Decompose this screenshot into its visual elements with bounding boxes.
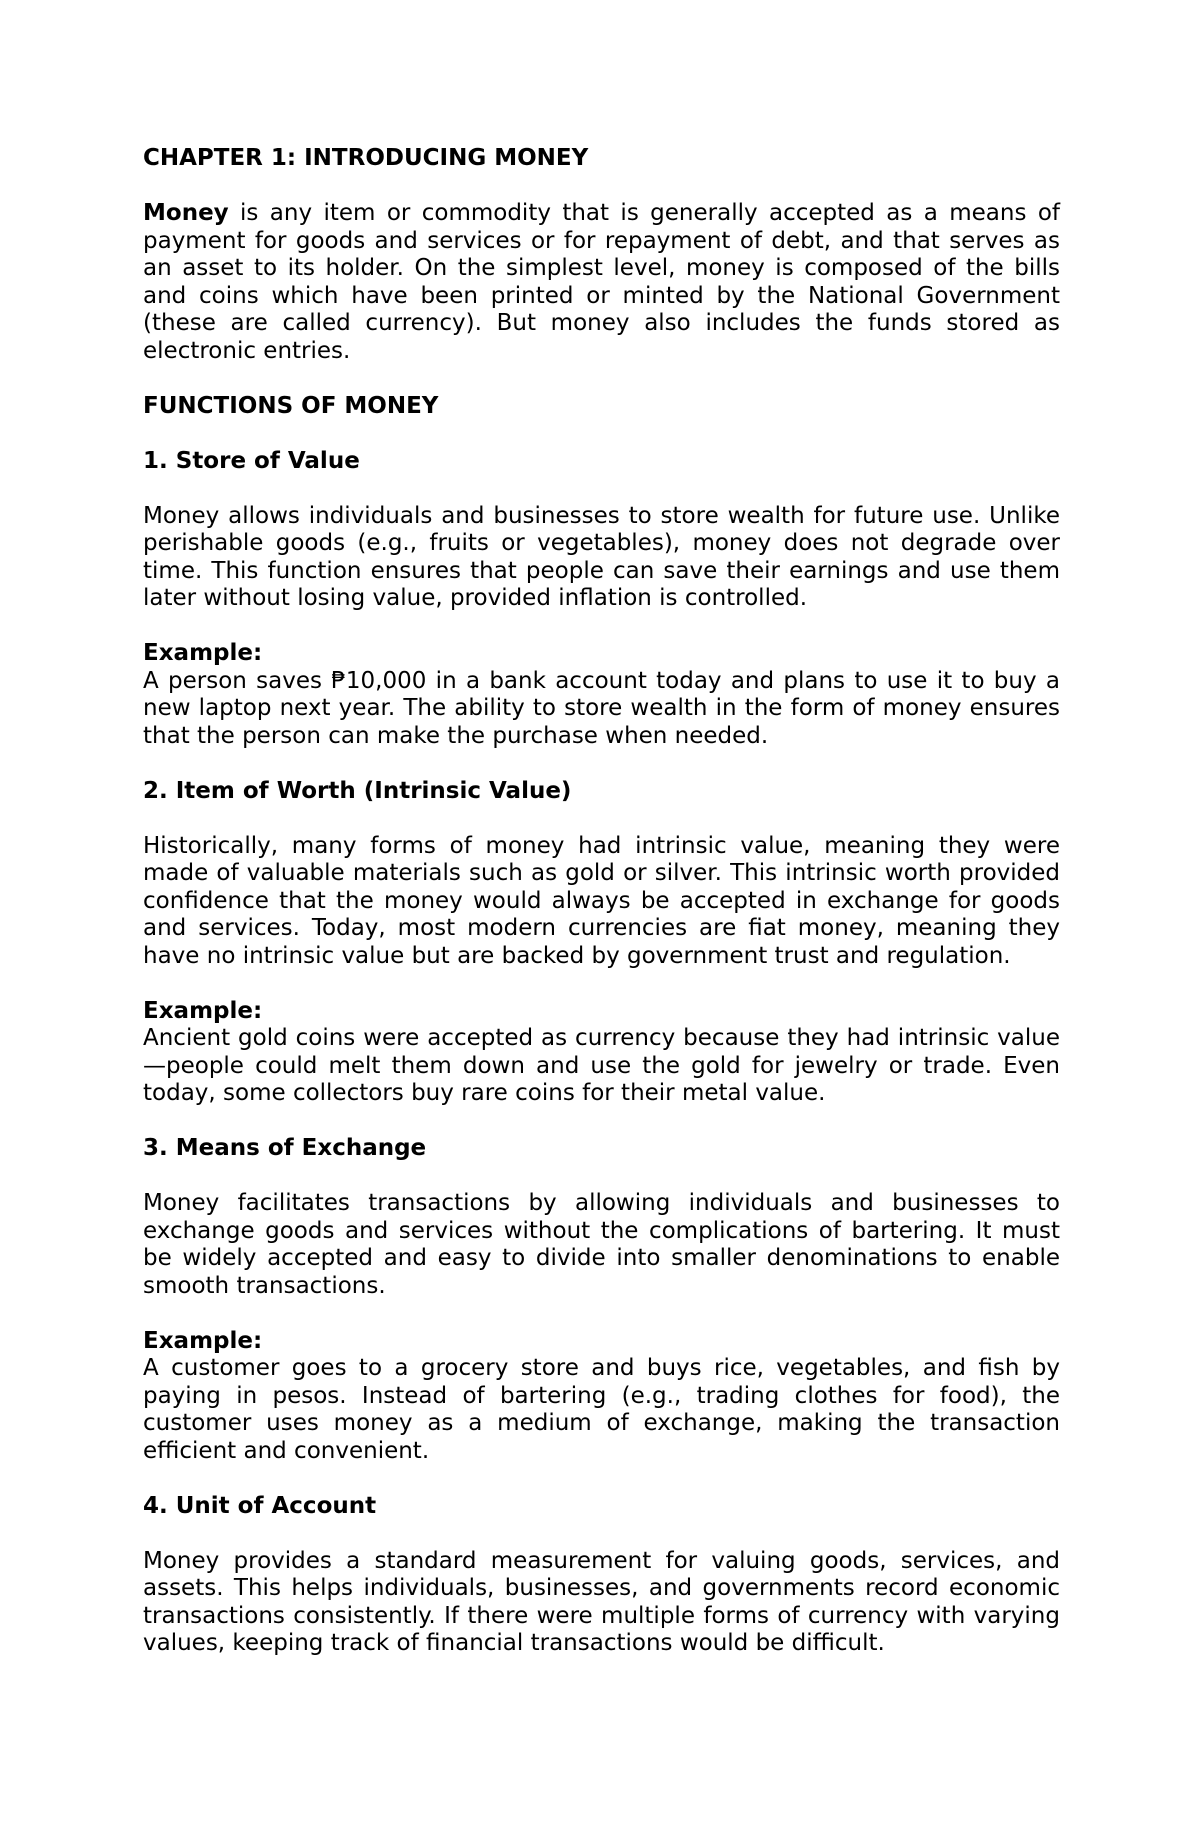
section-body: Money allows individuals and businesses to store wealth for future use. Unlike perishable goods (e.g., fruits or vegetables), money does not degrade over time. This function ensures that people can save their earnings and use them later without losing value, provided inflation is controlled. [143, 502, 1060, 611]
section-body: Money facilitates transactions by allowing individuals and businesses to exchange goods and services without the complications of bartering. It must be widely accepted and easy to divide into smaller denominations to enable smooth transactions. [143, 1190, 1060, 1299]
example-text: A customer goes to a grocery store and buys rice, vegetables, and fish by paying in pesos. Instead of bartering (e.g., trading clothes for food), the customer uses money as a medium of exchange, making the transaction efficient and convenient. [143, 1355, 1060, 1464]
example-label: Example: [143, 997, 263, 1024]
example-text: A person saves ₱10,000 in a bank account today and plans to use it to buy a new laptop next year. The ability to store wealth in the form of money ensures that the person can make the purchase when needed. [143, 667, 1060, 749]
section-heading: 3. Means of Exchange [143, 1135, 427, 1161]
section-heading: 1. Store of Value [143, 447, 360, 474]
chapter-title: CHAPTER 1: INTRODUCING MONEY [143, 145, 589, 171]
intro-paragraph [143, 200, 1060, 365]
section-heading: 2. Item of Worth (Intrinsic Value) [143, 777, 572, 804]
intro-text: is any item or commodity that is generally accepted as a means of payment for goods and services or for repayment of debt, and that serves as an asset to its holder. On the simplest level, money is composed of the bills and coins which have been printed or minted by the National Government (these are called currency). But money also includes the funds stored as electronic entries. [143, 200, 1060, 364]
section-body: Historically, many forms of money had intrinsic value, meaning they were made of valuable materials such as gold or silver. This intrinsic worth provided confidence that the money would always be accepted in exchange for goods and services. Today, most modern currencies are fiat money, meaning they have no intrinsic value but are backed by government trust and regulation. [143, 832, 1060, 969]
section-body: Money provides a standard measurement for valuing goods, services, and assets. This helps individuals, businesses, and governments record economic transactions consistently. If there were multiple forms of currency with varying values, keeping track of financial transactions would be difficult. [143, 1547, 1060, 1656]
example-label: Example: [143, 1327, 263, 1354]
section-heading: 4. Unit of Account [143, 1492, 377, 1519]
intro-term: Money [143, 200, 229, 226]
functions-heading: FUNCTIONS OF MONEY [143, 392, 439, 419]
example-text: Ancient gold coins were accepted as currency because they had intrinsic value—people could melt them down and use the gold for jewelry or trade. Even today, some collectors buy rare coins for their metal value. [143, 1025, 1060, 1106]
document-page [143, 145, 1060, 1658]
example-label: Example: [143, 640, 263, 666]
